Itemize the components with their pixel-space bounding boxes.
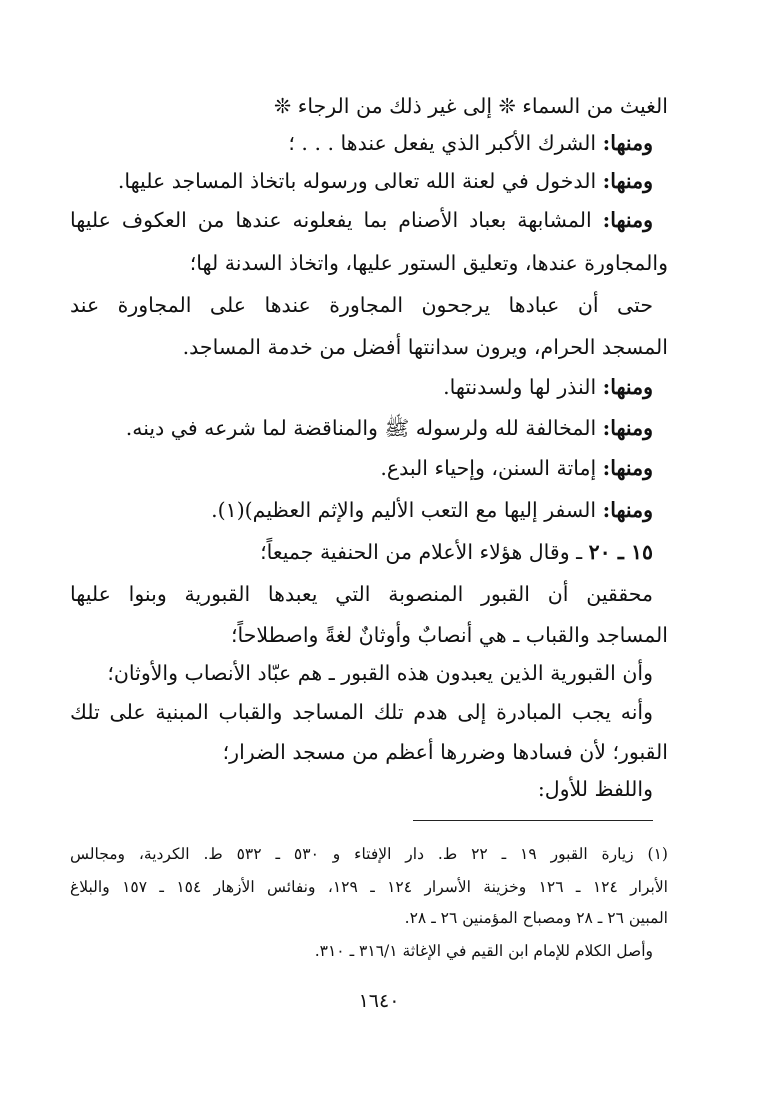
line-label: ١٥ ـ ٢٠ (588, 540, 653, 564)
text-line: المسجد الحرام، ويرون سدانتها أفضل من خدمة المساجد. (182, 335, 668, 359)
text-line: ومنها: المشابهة بعباد الأصنام بما يفعلونه عندها من العكوف عليها (70, 208, 653, 232)
text-line: ومنها: الدخول في لعنة الله تعالى ورسوله باتخاذ المساجد عليها. (117, 169, 653, 193)
text-line: ومنها: إماتة السنن، وإحياء البدع. (380, 456, 653, 480)
footnote-separator (413, 820, 653, 821)
text-line: المساجد والقباب ـ هي أنصابٌ وأوثانٌ لغةً واصطلاحاً؛ (230, 623, 668, 647)
footnote-line: المبين ٢٦ ـ ٢٨ ومصباح المؤمنين ٢٦ ـ ٢٨. (404, 909, 668, 927)
page-number: ١٦٤٠ (358, 990, 400, 1012)
text-line: ومنها: الشرك الأكبر الذي يفعل عندها . . . ؛ (288, 131, 653, 155)
text-line: ومنها: السفر إليها مع التعب الأليم والإثم العظيم)(١). (211, 498, 653, 522)
line-label: ومنها: (602, 375, 653, 399)
text-line: وأن القبورية الذين يعبدون هذه القبور ـ هم عبّاد الأنصاب والأوثان؛ (107, 661, 653, 685)
text-line: القبور؛ لأن فسادها وضررها أعظم من مسجد الضرار؛ (222, 740, 668, 764)
text-line: ١٥ ـ ٢٠ ـ وقال هؤلاء الأعلام من الحنفية جميعاً؛ (260, 540, 653, 564)
text-line: والمجاورة عندها، وتعليق الستور عليها، واتخاذ السدنة لها؛ (189, 251, 668, 275)
text-line: واللفظ للأول: (537, 777, 653, 801)
footnote-line: (١) زيارة القبور ١٩ ـ ٢٢ ط. دار الإفتاء و ٥٣٠ ـ ٥٣٢ ط. الكردية، ومجالس (70, 845, 668, 863)
line-label: ومنها: (602, 416, 653, 440)
text-line: محققين أن القبور المنصوبة التي يعبدها القبورية وبنوا عليها (70, 582, 653, 606)
text-line: الغيث من السماء ❊ إلى غير ذلك من الرجاء ❊ (274, 94, 668, 118)
line-label: ومنها: (602, 208, 653, 232)
footnote-line: وأصل الكلام للإمام ابن القيم في الإغاثة ٣١٦/١ ـ ٣١٠. (314, 942, 653, 960)
line-label: ومنها: (602, 498, 653, 522)
footnote-line: الأبرار ١٢٤ ـ ١٢٦ وخزينة الأسرار ١٢٤ ـ ١٢٩، ونفائس الأزهار ١٥٤ ـ ١٥٧ والبلاغ (70, 878, 668, 896)
line-label: ومنها: (602, 456, 653, 480)
line-label: ومنها: (602, 131, 653, 155)
text-line: ومنها: المخالفة لله ولرسوله ﷺ والمناقضة لما شرعه في دينه. (125, 416, 653, 440)
line-label: ومنها: (602, 169, 653, 193)
text-line: حتى أن عبادها يرجحون المجاورة عندها على المجاورة عند (70, 293, 653, 317)
text-line: وأنه يجب المبادرة إلى هدم تلك المساجد والقباب المبنية على تلك (70, 700, 653, 724)
text-line: ومنها: النذر لها ولسدنتها. (443, 375, 653, 399)
